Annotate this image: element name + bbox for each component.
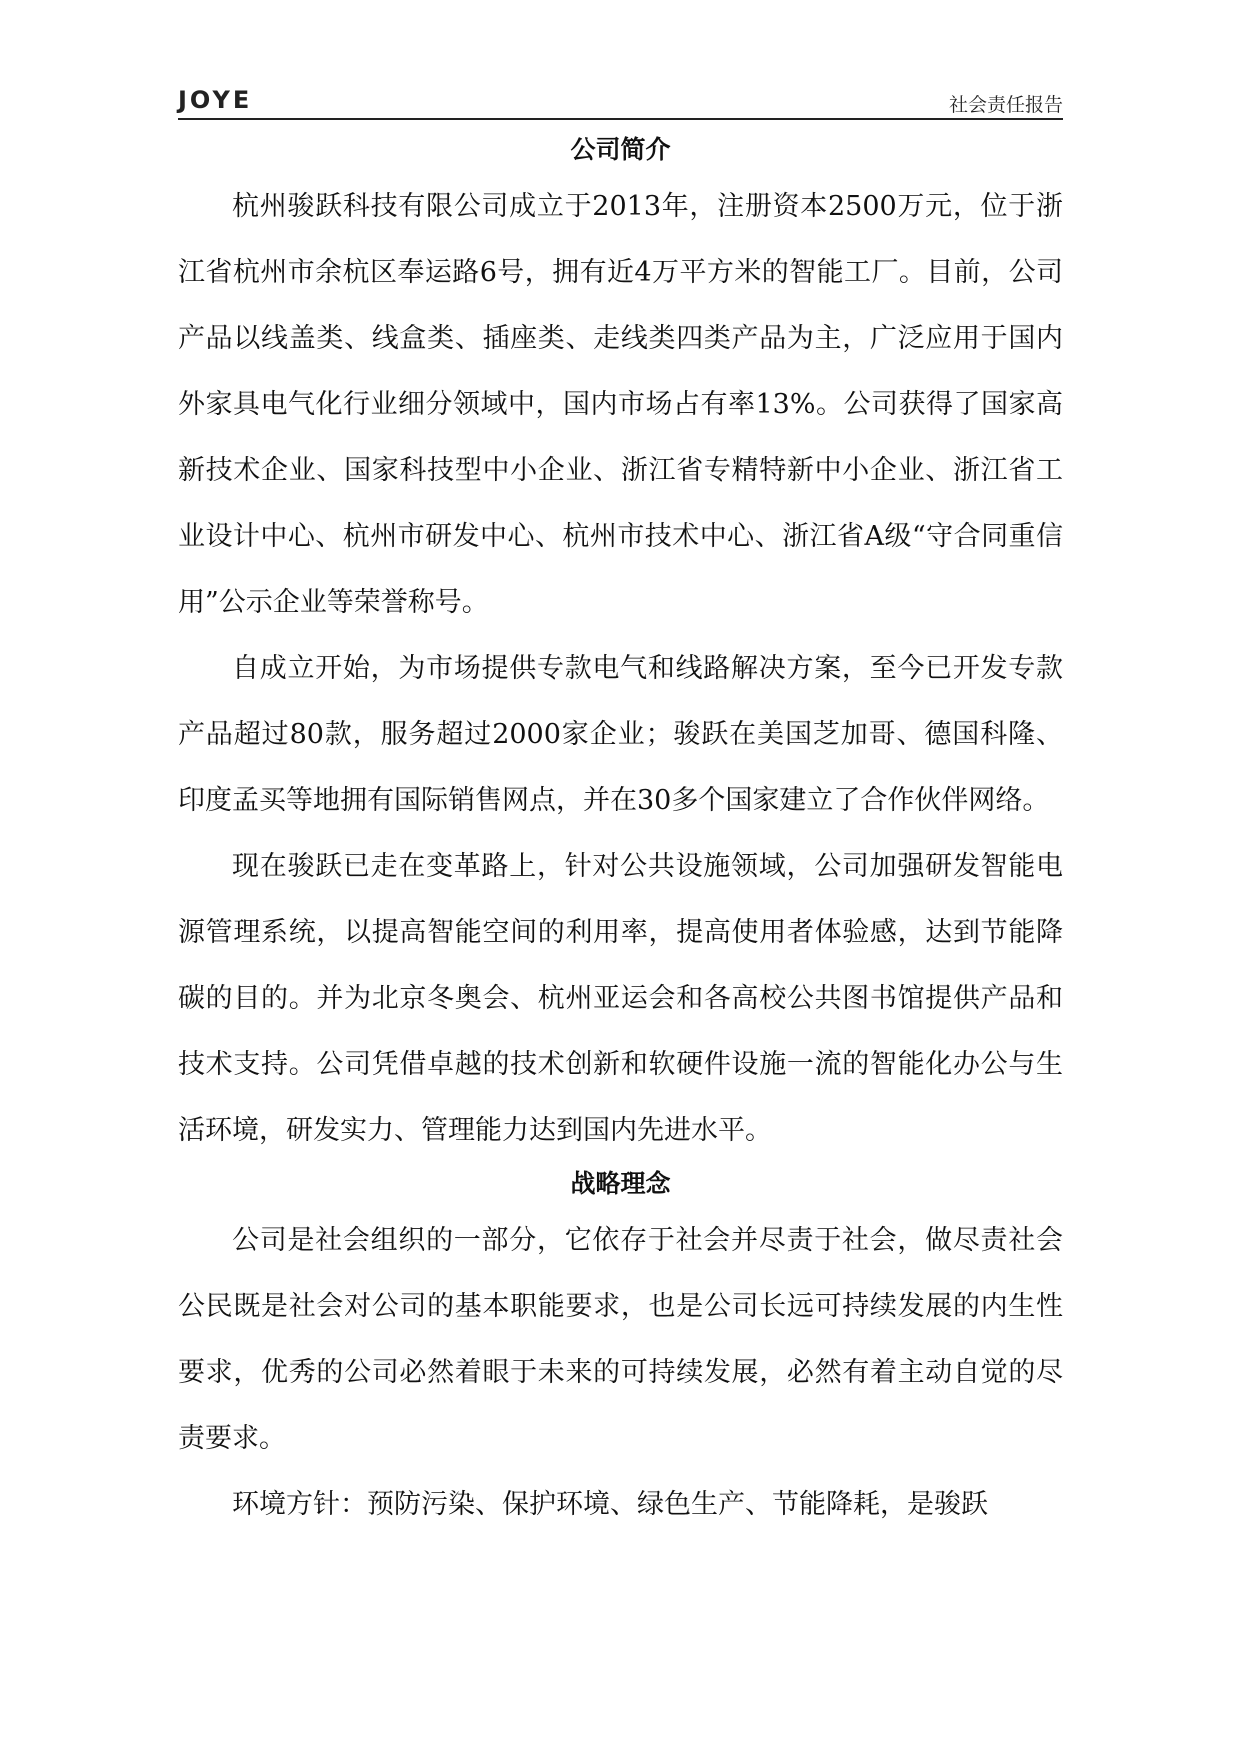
page-header: [178, 84, 1063, 118]
section-strategy: [178, 1164, 1063, 1538]
paragraph: 环境方针：预防污染、保护环境、绿色生产、节能降耗，是骏跃: [232, 1489, 988, 1520]
paragraph: 现在骏跃已走在变革路上，针对公共设施领域，公司加强研发智能电源管理系统，以提高智能空间的利用率，提高使用者体验感，达到节能降碳的目的。并为北京冬奥会、杭州亚运会和各高校公共图书馆提供产品和技术支持。公司凭借卓越的技术创新和软硬件设施一流的智能化办公与生活环境，研发实力、管理能力达到国内先进水平。: [178, 851, 1063, 1146]
section-heading: 战略理念: [570, 1169, 671, 1198]
section-heading: 公司简介: [570, 135, 671, 164]
paragraph: 自成立开始，为市场提供专款电气和线路解决方案，至今已开发专款产品超过80款，服务超过2000家企业；骏跃在美国芝加哥、德国科隆、印度孟买等地拥有国际销售网点，并在30多个国家建立了合作伙伴网络。: [178, 653, 1063, 816]
header-divider: [178, 118, 1063, 120]
document-body: [178, 130, 1063, 1538]
section-company-profile: [178, 130, 1063, 1164]
report-title: 社会责任报告: [948, 94, 1063, 116]
company-logo: JOYE: [178, 86, 253, 114]
paragraph: 公司是社会组织的一部分，它依存于社会并尽责于社会，做尽责社会公民既是社会对公司的基本职能要求，也是公司长远可持续发展的内生性要求，优秀的公司必然着眼于未来的可持续发展，必然有着主动自觉的尽责要求。: [178, 1225, 1063, 1454]
paragraph: 杭州骏跃科技有限公司成立于2013年，注册资本2500万元，位于浙江省杭州市余杭区奉运路6号，拥有近4万平方米的智能工厂。目前，公司产品以线盖类、线盒类、插座类、走线类四类产品为主，广泛应用于国内外家具电气化行业细分领域中，国内市场占有率13%。公司获得了国家高新技术企业、国家科技型中小企业、浙江省专精特新中小企业、浙江省工业设计中心、杭州市研发中心、杭州市技术中心、浙江省A级“守合同重信用”公示企业等荣誉称号。: [178, 191, 1063, 618]
